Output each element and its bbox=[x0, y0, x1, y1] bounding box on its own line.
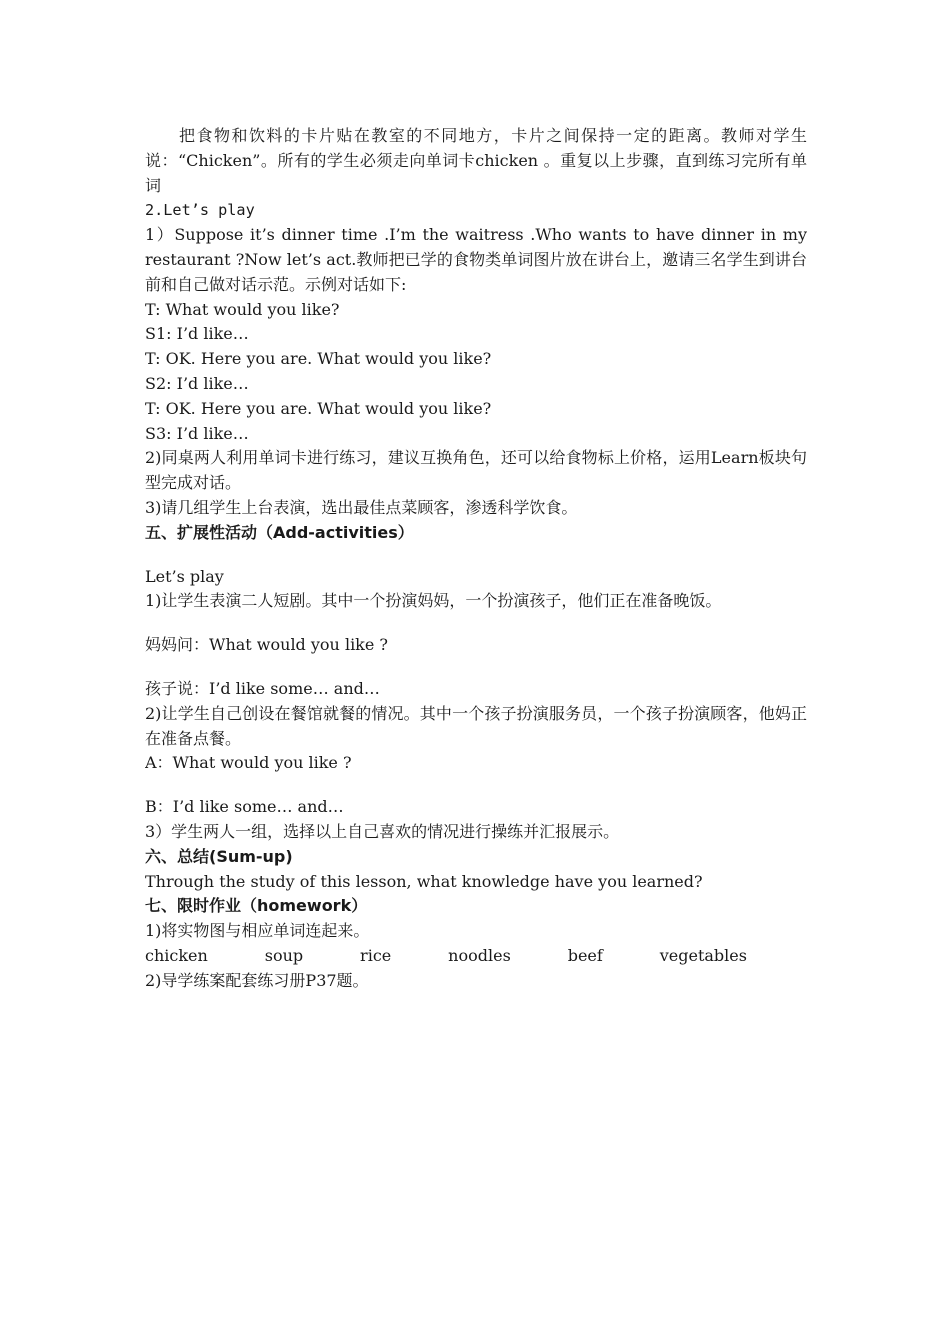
dialog-line: S3: I’d like… bbox=[145, 423, 249, 443]
section-5-lets-play: Let’s play bbox=[145, 566, 224, 586]
section-5-item-1: 1)让学生表演二人短剧。其中一个扮演妈妈，一个扮演孩子，他们正在准备晚饭。 bbox=[145, 591, 722, 611]
section-7-heading: 七、限时作业（homework） bbox=[145, 896, 368, 916]
paragraph-card-activity: 把食物和饮料的卡片贴在教室的不同地方，卡片之间保持一定的距离。教师对学生说：“Chicken”。所有的学生必须走向单词卡chicken 。重复以上步骤，直到练习完所有单词 bbox=[145, 126, 807, 195]
word: beef bbox=[567, 945, 603, 965]
section-5-heading: 五、扩展性活动（Add-activities） bbox=[145, 522, 414, 542]
dialog-line: T: OK. Here you are. What would you like? bbox=[145, 398, 492, 418]
step-1: 1）Suppose it’s dinner time .I’m the waitress .Who wants to have dinner in my restaurant ?Now let’s act.教师把已学的食物类单词图片放在讲台上，邀请三名学生到讲台前和自己做对话示范。示例对话如下: bbox=[145, 225, 807, 294]
child-line: 孩子说：I’d like some… and… bbox=[145, 678, 380, 698]
word: chicken bbox=[145, 945, 208, 965]
dialog-line: T: OK. Here you are. What would you like? bbox=[145, 349, 492, 369]
section-6-heading: 六、总结(Sum-up) bbox=[145, 846, 293, 866]
dialog-line: T: What would you like? bbox=[145, 299, 340, 319]
section-6-text: Through the study of this lesson, what knowledge have you learned? bbox=[145, 871, 703, 891]
word: rice bbox=[360, 945, 392, 965]
step-3: 3)请几组学生上台表演，选出最佳点菜顾客，渗透科学饮食。 bbox=[145, 497, 578, 517]
dialog-a: A：What would you like ? bbox=[145, 753, 352, 773]
section-7-item-2: 2)导学练案配套练习册P37题。 bbox=[145, 970, 369, 990]
mom-line: 妈妈问：What would you like ? bbox=[145, 635, 389, 655]
word: soup bbox=[264, 945, 304, 965]
dialog-line: S2: I’d like… bbox=[145, 373, 249, 393]
section-5-item-3: 3）学生两人一组，选择以上自己喜欢的情况进行操练并汇报展示。 bbox=[145, 821, 620, 841]
lets-play-heading: 2.Let’s play bbox=[145, 201, 255, 220]
section-5-item-2: 2)让学生自己创设在餐馆就餐的情况。其中一个孩子扮演服务员，一个孩子扮演顾客，他妈正在准备点餐。 bbox=[145, 703, 807, 748]
word: noodles bbox=[448, 945, 511, 965]
dialog-line: S1: I’d like… bbox=[145, 324, 249, 344]
word: vegetables bbox=[659, 945, 747, 965]
step-2: 2)同桌两人利用单词卡进行练习，建议互换角色，还可以给食物标上价格，运用Learn板块句型完成对话。 bbox=[145, 448, 807, 493]
dialog-b: B：I’d like some… and… bbox=[145, 797, 344, 817]
section-7-item-1: 1)将实物图与相应单词连起来。 bbox=[145, 921, 370, 941]
vocabulary-words bbox=[145, 944, 747, 969]
document-page bbox=[145, 124, 807, 994]
